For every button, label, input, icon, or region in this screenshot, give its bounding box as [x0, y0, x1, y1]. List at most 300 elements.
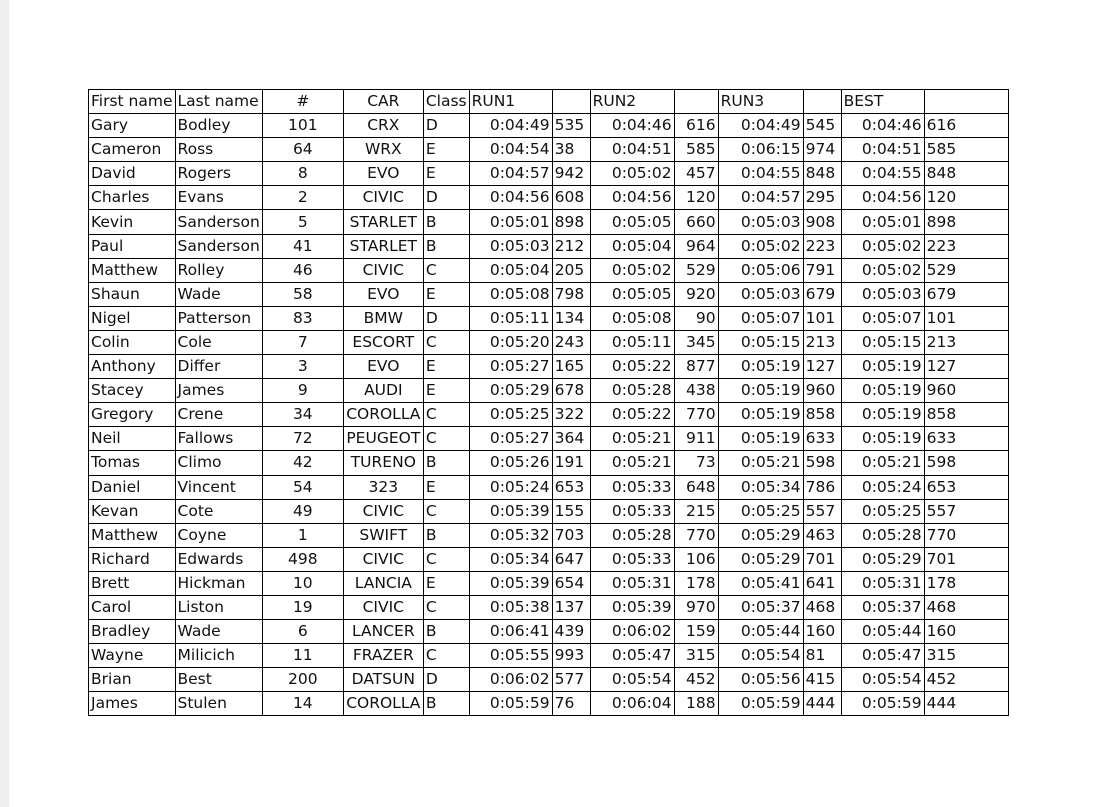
- run3-score-cell: 545: [803, 114, 841, 138]
- last-name-cell: Evans: [175, 186, 262, 210]
- first-name-cell: Kevan: [89, 499, 176, 523]
- run1-score-cell: 165: [552, 355, 590, 379]
- run3-time-cell: 0:05:56: [718, 668, 803, 692]
- run2-score-cell: 877: [674, 355, 718, 379]
- run1-score-cell: 678: [552, 379, 590, 403]
- header-run3-score: [803, 90, 841, 114]
- last-name-cell: Rolley: [175, 258, 262, 282]
- run3-score-cell: 101: [803, 306, 841, 330]
- run1-time-cell: 0:05:03: [469, 234, 552, 258]
- run1-time-cell: 0:05:24: [469, 475, 552, 499]
- car-cell: CIVIC: [343, 186, 423, 210]
- run2-score-cell: 920: [674, 282, 718, 306]
- run2-time-cell: 0:05:28: [590, 379, 674, 403]
- table-row: [89, 162, 1009, 186]
- best-score-cell: 557: [924, 499, 1008, 523]
- class-cell: E: [423, 355, 469, 379]
- car-cell: CIVIC: [343, 258, 423, 282]
- table-row: [89, 379, 1009, 403]
- number-cell: 5: [262, 210, 343, 234]
- number-cell: 14: [262, 692, 343, 716]
- run2-time-cell: 0:05:11: [590, 330, 674, 354]
- run2-time-cell: 0:04:51: [590, 138, 674, 162]
- run1-score-cell: 653: [552, 475, 590, 499]
- class-cell: B: [423, 234, 469, 258]
- best-time-cell: 0:05:24: [841, 475, 924, 499]
- run2-score-cell: 188: [674, 692, 718, 716]
- run3-score-cell: 791: [803, 258, 841, 282]
- best-score-cell: 633: [924, 427, 1008, 451]
- best-score-cell: 679: [924, 282, 1008, 306]
- run3-time-cell: 0:05:54: [718, 644, 803, 668]
- number-cell: 6: [262, 620, 343, 644]
- run1-time-cell: 0:05:01: [469, 210, 552, 234]
- first-name-cell: Carol: [89, 595, 176, 619]
- first-name-cell: Shaun: [89, 282, 176, 306]
- car-cell: WRX: [343, 138, 423, 162]
- class-cell: E: [423, 162, 469, 186]
- run3-score-cell: 81: [803, 644, 841, 668]
- car-cell: LANCIA: [343, 571, 423, 595]
- best-score-cell: 701: [924, 547, 1008, 571]
- run2-time-cell: 0:05:02: [590, 258, 674, 282]
- number-cell: 72: [262, 427, 343, 451]
- last-name-cell: Rogers: [175, 162, 262, 186]
- table-row: [89, 186, 1009, 210]
- run2-time-cell: 0:05:05: [590, 210, 674, 234]
- run3-time-cell: 0:05:19: [718, 427, 803, 451]
- first-name-cell: Brett: [89, 571, 176, 595]
- run2-score-cell: 585: [674, 138, 718, 162]
- run2-time-cell: 0:05:31: [590, 571, 674, 595]
- class-cell: D: [423, 668, 469, 692]
- number-cell: 11: [262, 644, 343, 668]
- last-name-cell: James: [175, 379, 262, 403]
- run1-time-cell: 0:04:54: [469, 138, 552, 162]
- run1-score-cell: 155: [552, 499, 590, 523]
- run1-time-cell: 0:05:38: [469, 595, 552, 619]
- class-cell: E: [423, 138, 469, 162]
- run2-score-cell: 215: [674, 499, 718, 523]
- run1-score-cell: 577: [552, 668, 590, 692]
- car-cell: EVO: [343, 162, 423, 186]
- best-score-cell: 770: [924, 523, 1008, 547]
- number-cell: 83: [262, 306, 343, 330]
- first-name-cell: Daniel: [89, 475, 176, 499]
- run1-time-cell: 0:05:55: [469, 644, 552, 668]
- car-cell: AUDI: [343, 379, 423, 403]
- number-cell: 10: [262, 571, 343, 595]
- best-time-cell: 0:05:54: [841, 668, 924, 692]
- run3-score-cell: 160: [803, 620, 841, 644]
- run3-time-cell: 0:05:29: [718, 547, 803, 571]
- first-name-cell: Tomas: [89, 451, 176, 475]
- last-name-cell: Wade: [175, 620, 262, 644]
- last-name-cell: Cole: [175, 330, 262, 354]
- first-name-cell: Neil: [89, 427, 176, 451]
- number-cell: 200: [262, 668, 343, 692]
- class-cell: C: [423, 595, 469, 619]
- run3-score-cell: 444: [803, 692, 841, 716]
- table-row: [89, 523, 1009, 547]
- run3-time-cell: 0:04:55: [718, 162, 803, 186]
- best-time-cell: 0:05:01: [841, 210, 924, 234]
- last-name-cell: Coyne: [175, 523, 262, 547]
- best-time-cell: 0:05:29: [841, 547, 924, 571]
- last-name-cell: Patterson: [175, 306, 262, 330]
- class-cell: C: [423, 330, 469, 354]
- best-time-cell: 0:04:51: [841, 138, 924, 162]
- number-cell: 58: [262, 282, 343, 306]
- best-time-cell: 0:05:21: [841, 451, 924, 475]
- best-score-cell: 848: [924, 162, 1008, 186]
- table-row: [89, 571, 1009, 595]
- run2-score-cell: 106: [674, 547, 718, 571]
- car-cell: SWIFT: [343, 523, 423, 547]
- run2-score-cell: 770: [674, 523, 718, 547]
- best-time-cell: 0:05:07: [841, 306, 924, 330]
- class-cell: B: [423, 620, 469, 644]
- run2-score-cell: 648: [674, 475, 718, 499]
- car-cell: FRAZER: [343, 644, 423, 668]
- run2-time-cell: 0:05:54: [590, 668, 674, 692]
- table-body: [89, 114, 1009, 716]
- best-score-cell: 315: [924, 644, 1008, 668]
- best-time-cell: 0:05:28: [841, 523, 924, 547]
- run1-time-cell: 0:04:49: [469, 114, 552, 138]
- table-row: [89, 114, 1009, 138]
- number-cell: 64: [262, 138, 343, 162]
- class-cell: D: [423, 306, 469, 330]
- last-name-cell: Sanderson: [175, 210, 262, 234]
- best-score-cell: 616: [924, 114, 1008, 138]
- run2-time-cell: 0:05:04: [590, 234, 674, 258]
- class-cell: D: [423, 114, 469, 138]
- run3-score-cell: 960: [803, 379, 841, 403]
- run3-score-cell: 598: [803, 451, 841, 475]
- run3-score-cell: 701: [803, 547, 841, 571]
- number-cell: 46: [262, 258, 343, 282]
- best-score-cell: 529: [924, 258, 1008, 282]
- run1-score-cell: 76: [552, 692, 590, 716]
- run1-score-cell: 798: [552, 282, 590, 306]
- first-name-cell: Gary: [89, 114, 176, 138]
- table-row: [89, 330, 1009, 354]
- best-time-cell: 0:05:44: [841, 620, 924, 644]
- run3-score-cell: 415: [803, 668, 841, 692]
- class-cell: C: [423, 644, 469, 668]
- car-cell: DATSUN: [343, 668, 423, 692]
- run3-score-cell: 468: [803, 595, 841, 619]
- car-cell: COROLLA: [343, 692, 423, 716]
- last-name-cell: Edwards: [175, 547, 262, 571]
- run3-score-cell: 223: [803, 234, 841, 258]
- table-row: [89, 475, 1009, 499]
- table-row: [89, 547, 1009, 571]
- table-row: [89, 138, 1009, 162]
- header-run2-time: RUN2: [590, 90, 674, 114]
- run2-time-cell: 0:05:02: [590, 162, 674, 186]
- run3-score-cell: 641: [803, 571, 841, 595]
- best-score-cell: 598: [924, 451, 1008, 475]
- run1-time-cell: 0:05:11: [469, 306, 552, 330]
- run3-time-cell: 0:05:59: [718, 692, 803, 716]
- run2-score-cell: 660: [674, 210, 718, 234]
- first-name-cell: David: [89, 162, 176, 186]
- class-cell: E: [423, 282, 469, 306]
- last-name-cell: Crene: [175, 403, 262, 427]
- run1-score-cell: 137: [552, 595, 590, 619]
- run2-time-cell: 0:05:21: [590, 451, 674, 475]
- best-time-cell: 0:05:19: [841, 403, 924, 427]
- best-time-cell: 0:05:59: [841, 692, 924, 716]
- number-cell: 42: [262, 451, 343, 475]
- run1-score-cell: 439: [552, 620, 590, 644]
- run2-time-cell: 0:05:05: [590, 282, 674, 306]
- run1-time-cell: 0:05:27: [469, 427, 552, 451]
- header-best-time: BEST: [841, 90, 924, 114]
- run1-score-cell: 647: [552, 547, 590, 571]
- run1-score-cell: 654: [552, 571, 590, 595]
- run1-time-cell: 0:05:59: [469, 692, 552, 716]
- class-cell: D: [423, 186, 469, 210]
- run2-score-cell: 345: [674, 330, 718, 354]
- header-class: Class: [423, 90, 469, 114]
- best-score-cell: 960: [924, 379, 1008, 403]
- number-cell: 1: [262, 523, 343, 547]
- car-cell: BMW: [343, 306, 423, 330]
- run1-time-cell: 0:05:25: [469, 403, 552, 427]
- last-name-cell: Differ: [175, 355, 262, 379]
- number-cell: 7: [262, 330, 343, 354]
- class-cell: B: [423, 210, 469, 234]
- car-cell: PEUGEOT: [343, 427, 423, 451]
- first-name-cell: Richard: [89, 547, 176, 571]
- class-cell: B: [423, 692, 469, 716]
- number-cell: 49: [262, 499, 343, 523]
- table-row: [89, 258, 1009, 282]
- header-run1-score: [552, 90, 590, 114]
- best-time-cell: 0:04:55: [841, 162, 924, 186]
- best-time-cell: 0:05:19: [841, 427, 924, 451]
- best-time-cell: 0:05:15: [841, 330, 924, 354]
- run3-time-cell: 0:04:49: [718, 114, 803, 138]
- class-cell: B: [423, 451, 469, 475]
- header-car: CAR: [343, 90, 423, 114]
- table-row: [89, 451, 1009, 475]
- run3-time-cell: 0:05:19: [718, 355, 803, 379]
- run1-time-cell: 0:04:57: [469, 162, 552, 186]
- table-row: [89, 499, 1009, 523]
- best-score-cell: 653: [924, 475, 1008, 499]
- run3-time-cell: 0:04:57: [718, 186, 803, 210]
- run2-time-cell: 0:05:08: [590, 306, 674, 330]
- run3-time-cell: 0:05:41: [718, 571, 803, 595]
- run2-score-cell: 911: [674, 427, 718, 451]
- run3-score-cell: 679: [803, 282, 841, 306]
- table-row: [89, 668, 1009, 692]
- run3-time-cell: 0:05:34: [718, 475, 803, 499]
- run3-time-cell: 0:05:03: [718, 282, 803, 306]
- last-name-cell: Liston: [175, 595, 262, 619]
- first-name-cell: Charles: [89, 186, 176, 210]
- run3-score-cell: 557: [803, 499, 841, 523]
- best-time-cell: 0:05:19: [841, 355, 924, 379]
- run2-time-cell: 0:05:22: [590, 355, 674, 379]
- run2-score-cell: 964: [674, 234, 718, 258]
- best-time-cell: 0:05:03: [841, 282, 924, 306]
- best-score-cell: 452: [924, 668, 1008, 692]
- table-header: [89, 90, 1009, 114]
- number-cell: 19: [262, 595, 343, 619]
- run1-score-cell: 942: [552, 162, 590, 186]
- first-name-cell: Wayne: [89, 644, 176, 668]
- table-row: [89, 644, 1009, 668]
- table-row: [89, 427, 1009, 451]
- car-cell: EVO: [343, 282, 423, 306]
- table-row: [89, 403, 1009, 427]
- first-name-cell: Matthew: [89, 523, 176, 547]
- run2-time-cell: 0:06:02: [590, 620, 674, 644]
- car-cell: 323: [343, 475, 423, 499]
- number-cell: 54: [262, 475, 343, 499]
- run3-time-cell: 0:05:15: [718, 330, 803, 354]
- first-name-cell: Brian: [89, 668, 176, 692]
- class-cell: C: [423, 427, 469, 451]
- last-name-cell: Cote: [175, 499, 262, 523]
- run2-score-cell: 159: [674, 620, 718, 644]
- table-row: [89, 234, 1009, 258]
- run2-score-cell: 457: [674, 162, 718, 186]
- best-time-cell: 0:05:02: [841, 258, 924, 282]
- header-row: [89, 90, 1009, 114]
- run2-time-cell: 0:05:22: [590, 403, 674, 427]
- class-cell: C: [423, 403, 469, 427]
- class-cell: C: [423, 258, 469, 282]
- run3-score-cell: 295: [803, 186, 841, 210]
- first-name-cell: Stacey: [89, 379, 176, 403]
- header-run2-score: [674, 90, 718, 114]
- first-name-cell: Gregory: [89, 403, 176, 427]
- run2-score-cell: 452: [674, 668, 718, 692]
- car-cell: COROLLA: [343, 403, 423, 427]
- best-time-cell: 0:05:47: [841, 644, 924, 668]
- first-name-cell: Matthew: [89, 258, 176, 282]
- car-cell: TURENO: [343, 451, 423, 475]
- first-name-cell: Bradley: [89, 620, 176, 644]
- run1-score-cell: 898: [552, 210, 590, 234]
- number-cell: 3: [262, 355, 343, 379]
- first-name-cell: Nigel: [89, 306, 176, 330]
- first-name-cell: Colin: [89, 330, 176, 354]
- best-score-cell: 898: [924, 210, 1008, 234]
- run3-time-cell: 0:05:19: [718, 379, 803, 403]
- header-run3-time: RUN3: [718, 90, 803, 114]
- run3-time-cell: 0:06:15: [718, 138, 803, 162]
- number-cell: 101: [262, 114, 343, 138]
- run3-time-cell: 0:05:07: [718, 306, 803, 330]
- last-name-cell: Milicich: [175, 644, 262, 668]
- run3-time-cell: 0:05:25: [718, 499, 803, 523]
- last-name-cell: Bodley: [175, 114, 262, 138]
- page-left-margin: [0, 0, 9, 807]
- best-score-cell: 213: [924, 330, 1008, 354]
- run2-time-cell: 0:05:33: [590, 547, 674, 571]
- class-cell: C: [423, 547, 469, 571]
- run2-time-cell: 0:04:46: [590, 114, 674, 138]
- best-time-cell: 0:04:56: [841, 186, 924, 210]
- number-cell: 8: [262, 162, 343, 186]
- run1-time-cell: 0:05:04: [469, 258, 552, 282]
- first-name-cell: Paul: [89, 234, 176, 258]
- race-results-table: [88, 89, 1009, 716]
- table-row: [89, 595, 1009, 619]
- best-time-cell: 0:04:46: [841, 114, 924, 138]
- run1-time-cell: 0:05:39: [469, 571, 552, 595]
- run3-time-cell: 0:05:19: [718, 403, 803, 427]
- run1-time-cell: 0:05:32: [469, 523, 552, 547]
- first-name-cell: Anthony: [89, 355, 176, 379]
- run2-time-cell: 0:05:33: [590, 475, 674, 499]
- run1-time-cell: 0:05:29: [469, 379, 552, 403]
- run2-score-cell: 529: [674, 258, 718, 282]
- first-name-cell: James: [89, 692, 176, 716]
- run3-score-cell: 463: [803, 523, 841, 547]
- last-name-cell: Wade: [175, 282, 262, 306]
- best-score-cell: 468: [924, 595, 1008, 619]
- best-score-cell: 585: [924, 138, 1008, 162]
- run3-time-cell: 0:05:03: [718, 210, 803, 234]
- run1-time-cell: 0:05:27: [469, 355, 552, 379]
- run3-score-cell: 633: [803, 427, 841, 451]
- run3-score-cell: 974: [803, 138, 841, 162]
- best-score-cell: 101: [924, 306, 1008, 330]
- best-score-cell: 858: [924, 403, 1008, 427]
- number-cell: 41: [262, 234, 343, 258]
- header-first-name: First name: [89, 90, 176, 114]
- class-cell: B: [423, 523, 469, 547]
- run3-score-cell: 908: [803, 210, 841, 234]
- car-cell: CIVIC: [343, 547, 423, 571]
- header-run1-time: RUN1: [469, 90, 552, 114]
- run2-time-cell: 0:05:28: [590, 523, 674, 547]
- run3-score-cell: 213: [803, 330, 841, 354]
- last-name-cell: Ross: [175, 138, 262, 162]
- run2-score-cell: 770: [674, 403, 718, 427]
- last-name-cell: Vincent: [175, 475, 262, 499]
- run3-score-cell: 786: [803, 475, 841, 499]
- table-row: [89, 692, 1009, 716]
- run2-score-cell: 970: [674, 595, 718, 619]
- run2-score-cell: 178: [674, 571, 718, 595]
- run1-score-cell: 364: [552, 427, 590, 451]
- run3-time-cell: 0:05:02: [718, 234, 803, 258]
- run1-time-cell: 0:05:20: [469, 330, 552, 354]
- last-name-cell: Hickman: [175, 571, 262, 595]
- best-score-cell: 178: [924, 571, 1008, 595]
- run1-score-cell: 703: [552, 523, 590, 547]
- best-score-cell: 127: [924, 355, 1008, 379]
- run2-time-cell: 0:06:04: [590, 692, 674, 716]
- run1-time-cell: 0:05:26: [469, 451, 552, 475]
- run1-time-cell: 0:05:08: [469, 282, 552, 306]
- number-cell: 9: [262, 379, 343, 403]
- last-name-cell: Stulen: [175, 692, 262, 716]
- run3-time-cell: 0:05:21: [718, 451, 803, 475]
- run1-score-cell: 322: [552, 403, 590, 427]
- car-cell: LANCER: [343, 620, 423, 644]
- first-name-cell: Cameron: [89, 138, 176, 162]
